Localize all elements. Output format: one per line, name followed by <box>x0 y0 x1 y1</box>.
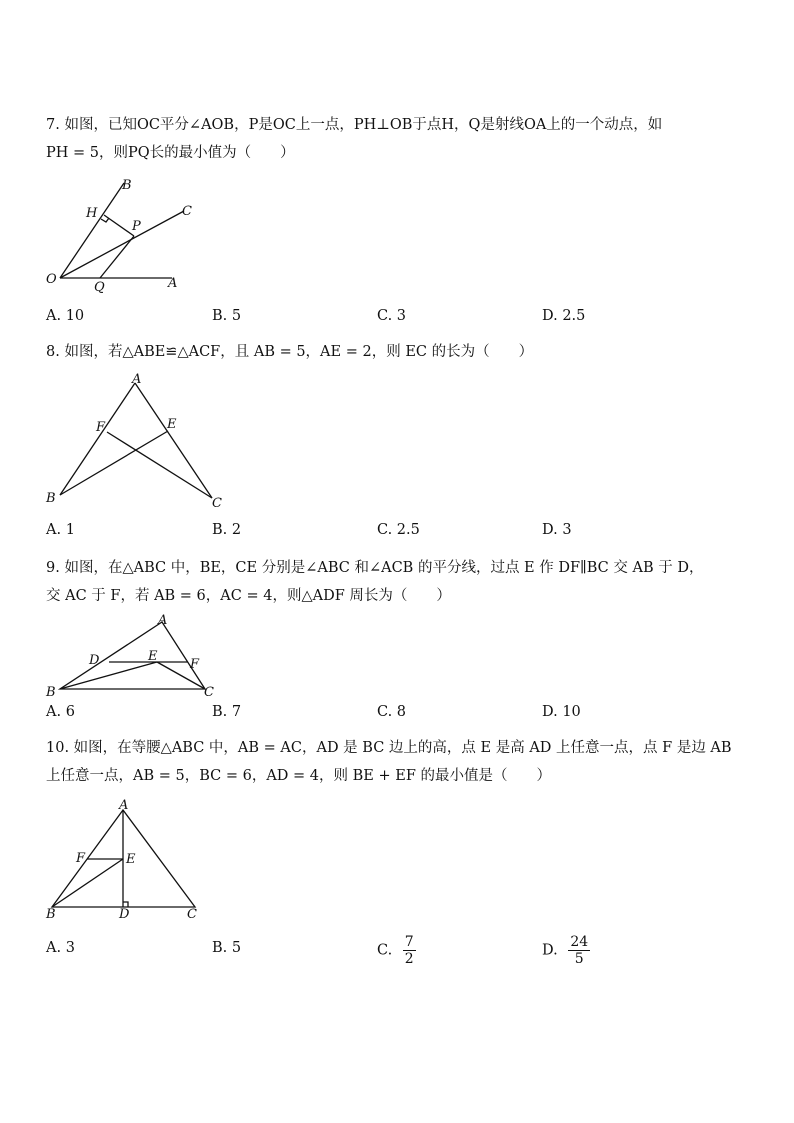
q8-label-A: A <box>132 372 142 387</box>
q10-options <box>46 934 766 974</box>
question-7 <box>46 111 766 167</box>
q8-options <box>46 522 766 546</box>
q10-line1: 10. 如图，在等腰△ABC 中，AB = AC，AD 是 BC 边上的高，点 E 是高 AD 上任意一点，点 F 是边 AB <box>46 740 732 756</box>
q8-label-C: C <box>212 496 222 511</box>
q7-option-d[interactable]: D. 2.5 <box>542 308 586 324</box>
q7-label-A: A <box>168 276 178 291</box>
q7-label-P: P <box>132 219 141 234</box>
q10-option-d-prefix: D. <box>542 942 558 959</box>
q8-figure <box>40 368 240 513</box>
q10-segment-BE <box>52 859 123 907</box>
q7-option-a[interactable]: A. 10 <box>46 308 85 324</box>
question-8 <box>46 338 766 366</box>
q7-ray-OC <box>60 211 184 278</box>
q8-option-c[interactable]: C. 2.5 <box>377 522 420 538</box>
q8-label-E: E <box>167 417 177 432</box>
q7-line1: 7. 如图，已知OC平分∠AOB，P是OC上一点，PH⊥OB于点H，Q是射线OA上的一个动点，如 <box>46 117 663 133</box>
question-9 <box>46 554 766 610</box>
q7-label-Q: Q <box>94 280 105 293</box>
q8-line1: 8. 如图，若△ABE≌△ACF，且 AB = 5，AE = 2，则 EC 的长为（ ） <box>46 344 534 360</box>
q7-option-b[interactable]: B. 5 <box>212 308 242 324</box>
q8-segment-AB <box>60 383 135 495</box>
q8-label-F: F <box>96 420 106 435</box>
q8-option-d[interactable]: D. 3 <box>542 522 572 538</box>
q7-option-c[interactable]: C. 3 <box>377 308 407 324</box>
q7-figure <box>40 175 210 293</box>
q8-segment-CF <box>107 432 212 498</box>
q8-segment-BE <box>60 431 168 495</box>
q7-options <box>46 308 766 332</box>
q9-option-d[interactable]: D. 10 <box>542 704 581 720</box>
q9-line2: 交 AC 于 F，若 AB = 6，AC = 4，则△ADF 周长为（ ） <box>46 588 451 604</box>
q9-line1: 9. 如图，在△ABC 中，BE，CE 分别是∠ABC 和∠ACB 的平分线，过点 E 作 DF∥BC 交 AB 于 D， <box>46 560 704 576</box>
q9-label-F: F <box>190 657 200 672</box>
question-10 <box>46 734 766 790</box>
q10-option-d-numerator: 24 <box>570 934 589 950</box>
q9-label-D: D <box>89 653 100 668</box>
q10-figure <box>40 796 220 922</box>
q9-option-a[interactable]: A. 6 <box>46 704 75 720</box>
q10-option-c[interactable] <box>377 934 416 967</box>
q10-option-a[interactable]: A. 3 <box>46 940 75 956</box>
q7-label-H: H <box>86 206 98 221</box>
q9-label-C: C <box>204 685 214 700</box>
q10-option-b[interactable]: B. 5 <box>212 940 242 956</box>
q10-option-d-fraction <box>568 934 590 967</box>
q10-label-A: A <box>119 798 129 813</box>
q9-segment-BE <box>60 662 157 689</box>
q10-option-c-fraction <box>403 934 416 967</box>
q10-label-B: B <box>46 907 56 922</box>
q10-label-D: D <box>119 907 130 922</box>
q10-label-F: F <box>76 851 86 866</box>
q9-option-b[interactable]: B. 7 <box>212 704 242 720</box>
q9-triangle-ABC <box>60 622 205 689</box>
q10-option-d[interactable] <box>542 934 590 967</box>
q8-option-b[interactable]: B. 2 <box>212 522 242 538</box>
q9-figure <box>40 612 240 700</box>
q9-option-c[interactable]: C. 8 <box>377 704 407 720</box>
q7-label-C: C <box>182 204 192 219</box>
q7-line2: PH = 5，则PQ长的最小值为（ ） <box>46 145 295 161</box>
q10-label-E: E <box>126 852 136 867</box>
q10-option-c-numerator: 7 <box>404 934 414 950</box>
q7-ray-OB <box>60 183 124 278</box>
q9-label-A: A <box>158 613 168 628</box>
q7-right-angle-mark <box>101 218 109 222</box>
q7-label-O: O <box>46 272 57 287</box>
q8-label-B: B <box>46 491 56 506</box>
q10-option-c-denominator: 2 <box>404 951 414 967</box>
q7-segment-PQ <box>100 236 134 278</box>
q10-label-C: C <box>187 907 197 922</box>
q8-option-a[interactable]: A. 1 <box>46 522 75 538</box>
q10-line2: 上任意一点，AB = 5，BC = 6，AD = 4，则 BE + EF 的最小值是（ ） <box>46 768 551 784</box>
q10-option-c-prefix: C. <box>377 942 393 959</box>
q9-label-E: E <box>148 649 158 664</box>
q9-options <box>46 704 766 728</box>
q8-segment-AC <box>135 383 212 498</box>
q9-label-B: B <box>46 685 56 700</box>
q10-option-d-denominator: 5 <box>574 951 584 967</box>
q7-label-B: B <box>122 178 132 193</box>
